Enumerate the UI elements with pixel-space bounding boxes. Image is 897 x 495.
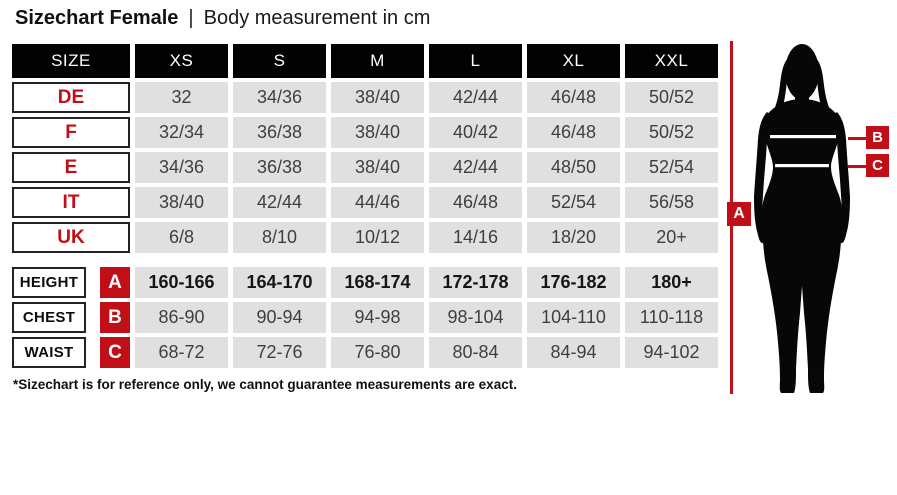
row-label-group-chest bbox=[12, 302, 130, 333]
data-cell: 180+ bbox=[625, 267, 718, 298]
row-label-it: IT bbox=[12, 187, 130, 218]
data-cell: 18/20 bbox=[527, 222, 620, 253]
header-cell-m: M bbox=[331, 44, 424, 78]
data-cell: 34/36 bbox=[233, 82, 326, 113]
row-label-group-waist bbox=[12, 337, 130, 368]
measure-name-chest: CHEST bbox=[12, 302, 86, 333]
marker-badge-a: A bbox=[100, 267, 130, 298]
measure-name-height: HEIGHT bbox=[12, 267, 86, 298]
data-cell: 6/8 bbox=[135, 222, 228, 253]
data-cell: 14/16 bbox=[429, 222, 522, 253]
data-cell: 94-102 bbox=[625, 337, 718, 368]
data-cell: 8/10 bbox=[233, 222, 326, 253]
data-cell: 94-98 bbox=[331, 302, 424, 333]
data-cell: 48/50 bbox=[527, 152, 620, 183]
data-cell: 10/12 bbox=[331, 222, 424, 253]
waist-line bbox=[775, 164, 829, 167]
data-cell: 160-166 bbox=[135, 267, 228, 298]
data-cell: 32 bbox=[135, 82, 228, 113]
data-cell: 34/36 bbox=[135, 152, 228, 183]
row-label-de: DE bbox=[12, 82, 130, 113]
data-cell: 40/42 bbox=[429, 117, 522, 148]
data-cell: 50/52 bbox=[625, 117, 718, 148]
page-title bbox=[15, 7, 430, 30]
row-label-e: E bbox=[12, 152, 130, 183]
data-cell: 44/46 bbox=[331, 187, 424, 218]
header-cell-xl: XL bbox=[527, 44, 620, 78]
data-cell: 42/44 bbox=[429, 82, 522, 113]
chest-marker-badge: B bbox=[866, 126, 889, 149]
data-cell: 80-84 bbox=[429, 337, 522, 368]
data-cell: 176-182 bbox=[527, 267, 620, 298]
data-cell: 68-72 bbox=[135, 337, 228, 368]
title-separator: | bbox=[188, 7, 194, 29]
data-cell: 172-178 bbox=[429, 267, 522, 298]
row-label-group-height bbox=[12, 267, 130, 298]
title-main: Sizechart Female bbox=[15, 7, 179, 29]
footnote: *Sizechart is for reference only, we cannot guarantee measurements are exact. bbox=[13, 377, 517, 392]
data-cell: 38/40 bbox=[331, 152, 424, 183]
row-label-uk: UK bbox=[12, 222, 130, 253]
female-silhouette-image bbox=[746, 42, 860, 395]
data-cell: 164-170 bbox=[233, 267, 326, 298]
header-cell-s: S bbox=[233, 44, 326, 78]
height-marker-badge: A bbox=[727, 202, 751, 226]
data-cell: 72-76 bbox=[233, 337, 326, 368]
data-cell: 90-94 bbox=[233, 302, 326, 333]
data-cell: 110-118 bbox=[625, 302, 718, 333]
header-cell-xs: XS bbox=[135, 44, 228, 78]
table-spacer bbox=[12, 257, 718, 263]
data-cell: 46/48 bbox=[429, 187, 522, 218]
data-cell: 42/44 bbox=[233, 187, 326, 218]
header-cell-size: SIZE bbox=[12, 44, 130, 78]
data-cell: 20+ bbox=[625, 222, 718, 253]
data-cell: 86-90 bbox=[135, 302, 228, 333]
data-cell: 38/40 bbox=[331, 117, 424, 148]
data-cell: 76-80 bbox=[331, 337, 424, 368]
data-cell: 84-94 bbox=[527, 337, 620, 368]
data-cell: 52/54 bbox=[527, 187, 620, 218]
marker-badge-c: C bbox=[100, 337, 130, 368]
data-cell: 98-104 bbox=[429, 302, 522, 333]
data-cell: 36/38 bbox=[233, 117, 326, 148]
data-cell: 42/44 bbox=[429, 152, 522, 183]
data-cell: 104-110 bbox=[527, 302, 620, 333]
data-cell: 38/40 bbox=[135, 187, 228, 218]
title-subtitle: Body measurement in cm bbox=[203, 7, 431, 29]
data-cell: 56/58 bbox=[625, 187, 718, 218]
chest-line bbox=[770, 135, 836, 138]
data-cell: 50/52 bbox=[625, 82, 718, 113]
row-label-f: F bbox=[12, 117, 130, 148]
data-cell: 32/34 bbox=[135, 117, 228, 148]
measure-name-waist: WAIST bbox=[12, 337, 86, 368]
data-cell: 38/40 bbox=[331, 82, 424, 113]
header-cell-xxl: XXL bbox=[625, 44, 718, 78]
size-table bbox=[12, 44, 718, 368]
marker-badge-b: B bbox=[100, 302, 130, 333]
data-cell: 168-174 bbox=[331, 267, 424, 298]
data-cell: 36/38 bbox=[233, 152, 326, 183]
header-cell-l: L bbox=[429, 44, 522, 78]
waist-marker-badge: C bbox=[866, 154, 889, 177]
data-cell: 52/54 bbox=[625, 152, 718, 183]
data-cell: 46/48 bbox=[527, 82, 620, 113]
data-cell: 46/48 bbox=[527, 117, 620, 148]
